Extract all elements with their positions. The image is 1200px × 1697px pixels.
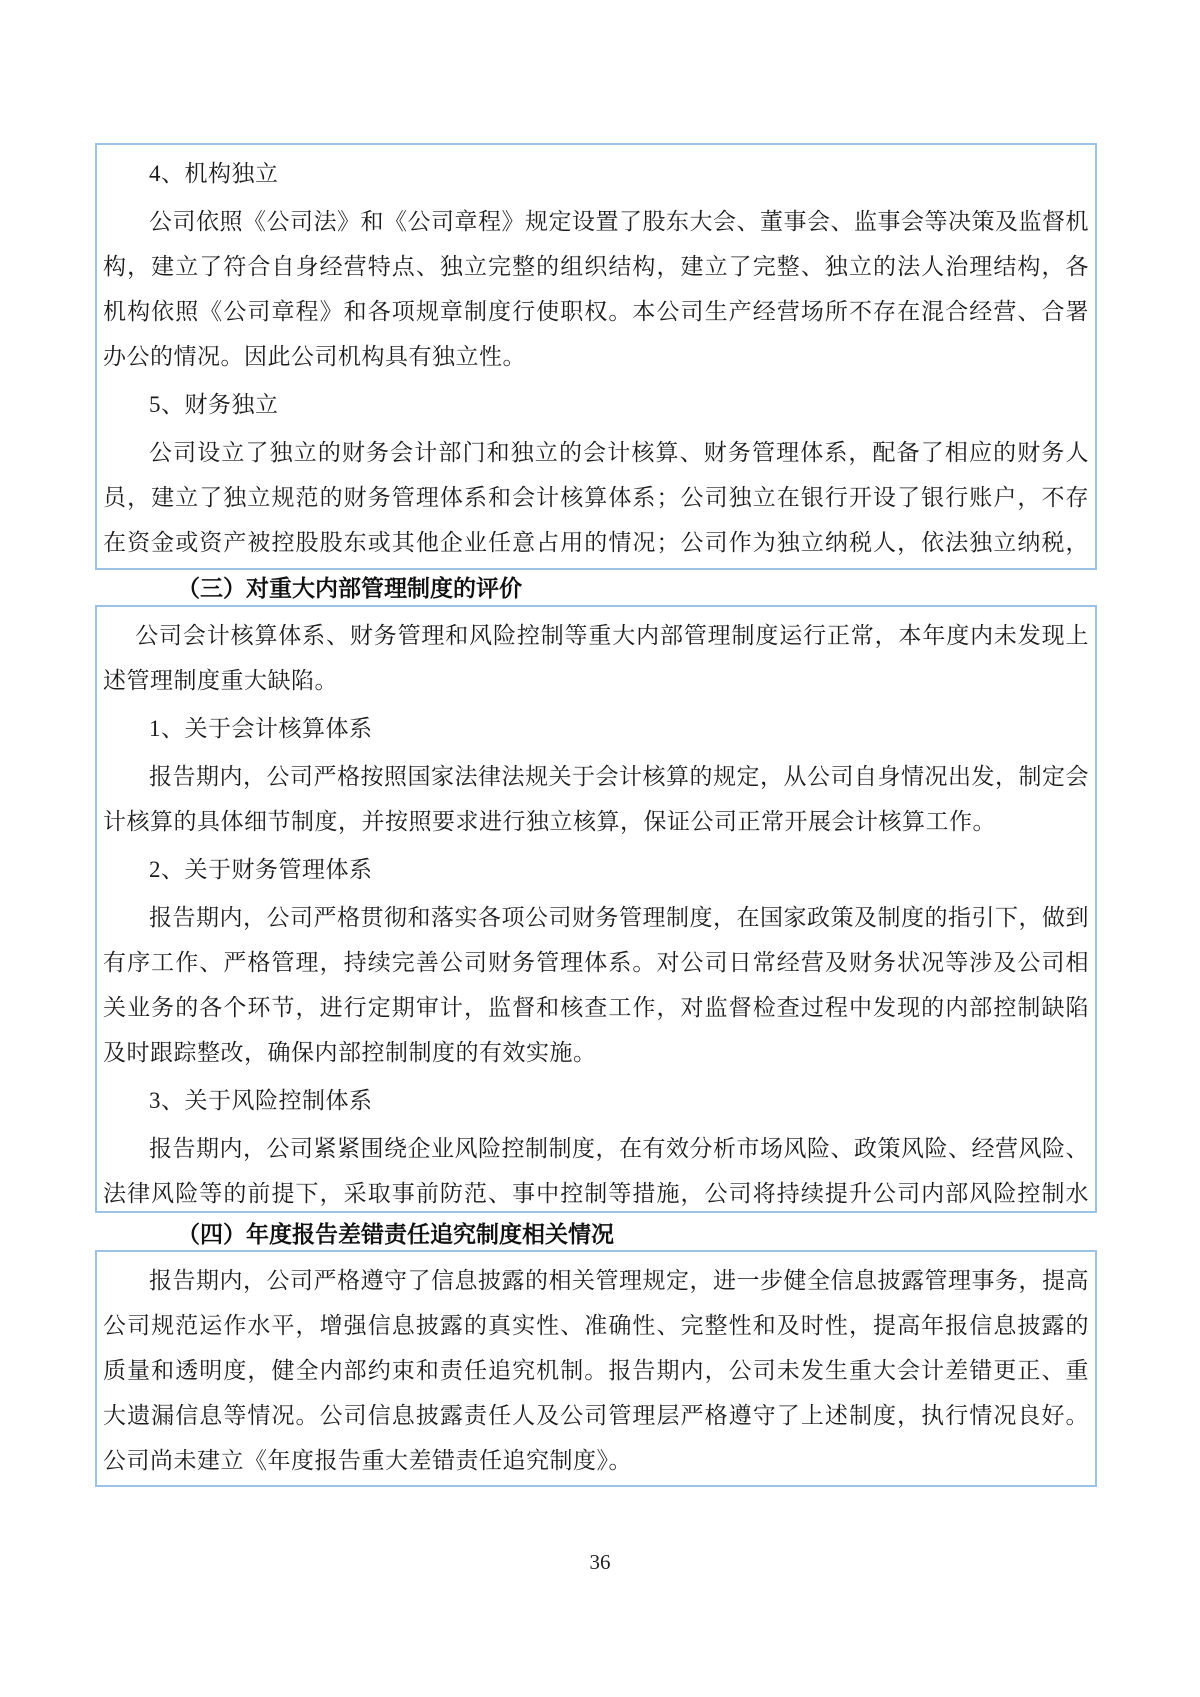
error-accountability-section-box xyxy=(95,1250,1097,1487)
body-paragraph: 报告期内，公司严格贯彻和落实各项公司财务管理制度，在国家政策及制度的指引下，做到有序工作、严格管理，持续完善公司财务管理体系。对公司日常经营及财务状况等涉及公司相关业务的各个环节，进行定期审计，监督和核查工作，对监督检查过程中发现的内部控制缺陷及时跟踪整改，确保内部控制制度的有效实施。 xyxy=(103,905,1089,1065)
page-number: 36 xyxy=(589,1550,611,1574)
independence-section-box xyxy=(95,143,1097,570)
numbered-item: 4、机构独立 xyxy=(149,161,279,186)
numbered-item: 3、关于风险控制体系 xyxy=(149,1088,373,1113)
numbered-item: 2、关于财务管理体系 xyxy=(149,857,373,882)
internal-management-section-box xyxy=(95,605,1097,1213)
numbered-item: 1、关于会计核算体系 xyxy=(149,716,373,741)
body-paragraph: 报告期内，公司严格按照国家法律法规关于会计核算的规定，从公司自身情况出发，制定会 计核算的具体细节制度，并按照要求进行独立核算，保证公司正常开展会计核算工作。 xyxy=(103,764,1089,834)
body-paragraph: 公司会计核算体系、财务管理和风险控制等重大内部管理制度运行正常，本年度内未发现上述管理制度重大缺陷。 xyxy=(103,623,1089,693)
body-paragraph: 报告期内，公司紧紧围绕企业风险控制制度，在有效分析市场风险、政策风险、经营风险、法律风险等的前提下，采取事前防范、事中控制等措施，公司将持续提升公司内部风险控制水 xyxy=(103,1136,1089,1206)
body-paragraph: 公司依照《公司法》和《公司章程》规定设置了股东大会、董事会、监事会等决策及监督机构，建立了符合自身经营特点、独立完整的组织结构，建立了完整、独立的法人治理结构，各机构依照《公司章程》和各项规章制度行使职权。本公司生产经营场所不存在混合经营、合署办公的情况。因此公司机构具有独立性。 xyxy=(103,209,1089,369)
body-paragraph: 报告期内，公司严格遵守了信息披露的相关管理规定，进一步健全信息披露管理事务，提高公司规范运作水平，增强信息披露的真实性、准确性、完整性和及时性，提高年报信息披露的质量和透明度，健全内部约束和责任追究机制。报告期内，公司未发生重大会计差错更正、重大遗漏信息等情况。公司信息披露责任人及公司管理层严格遵守了上述制度，执行情况良好。公司尚未建立《年度报告重大差错责任追究制度》。 xyxy=(103,1268,1089,1473)
body-paragraph: 公司设立了独立的财务会计部门和独立的会计核算、财务管理体系，配备了相应的财务人员，建立了独立规范的财务管理体系和会计核算体系；公司独立在银行开设了银行账户，不存在资金或资产被控股股东或其他企业任意占用的情况；公司作为独立纳税人，依法独立纳税， xyxy=(103,440,1089,555)
section-heading-3: （三）对重大内部管理制度的评价 xyxy=(177,575,522,601)
numbered-item: 5、财务独立 xyxy=(149,392,279,417)
section-heading-4: （四）年度报告差错责任追究制度相关情况 xyxy=(177,1221,614,1247)
